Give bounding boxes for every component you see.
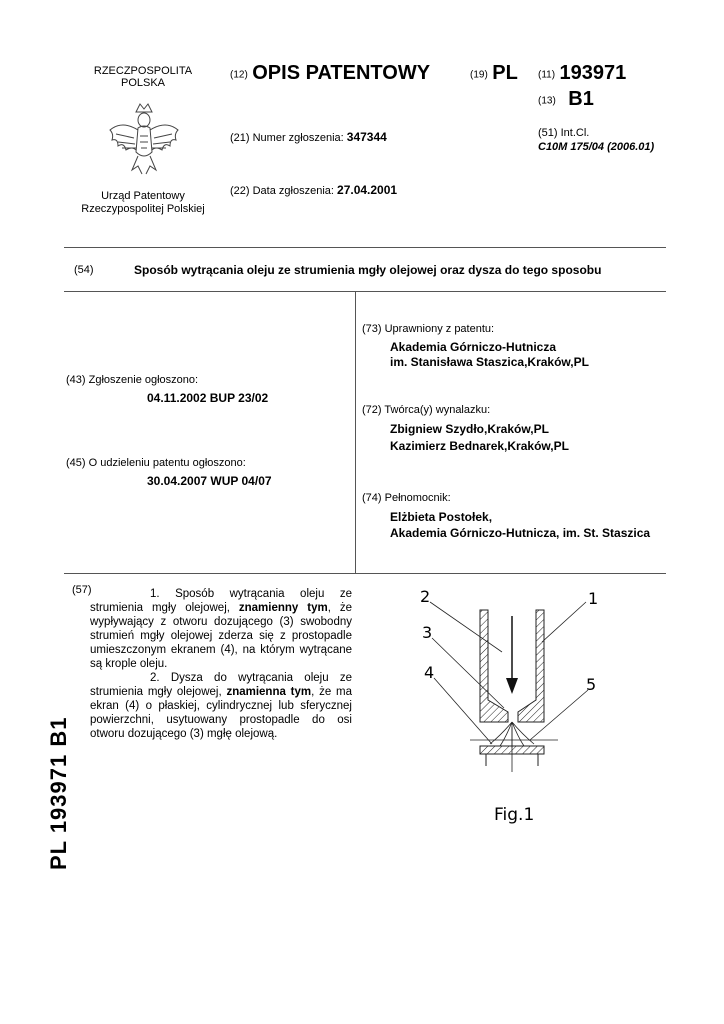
application-number-label: (21) Numer zgłoszenia: — [230, 132, 344, 144]
grant-label: (45) O udzieleniu patentu ogłoszono: — [66, 457, 246, 469]
claims-inid: (57) — [72, 584, 92, 596]
title-inid: (54) — [74, 264, 94, 276]
owner-line2: im. Stanisława Staszica,Kraków,PL — [390, 355, 589, 369]
flow-arrow-head — [506, 678, 518, 694]
filing-date — [230, 183, 397, 197]
divider-bottom — [64, 573, 666, 574]
figure-nozzle-diagram — [390, 582, 620, 832]
int-cl — [538, 126, 654, 154]
filing-date-value: 27.04.2001 — [337, 183, 398, 197]
issuer-office-line2: Rzeczypospolitej Polskiej — [81, 203, 205, 215]
doc-type-line — [230, 62, 430, 85]
owner-label: (73) Uprawniony z patentu: — [362, 323, 495, 335]
leader-2 — [430, 602, 502, 652]
figure-label-3: 3 — [422, 623, 433, 642]
claim-1-body: , że wypływający z otworu dozującego (3) swobodny strumień mgły olejowej zderza się z prostopadle umieszczonym ekranem (4), na którym wytrącane są krople oleju. — [90, 602, 352, 670]
screen-plate — [480, 746, 544, 754]
publication-value: 04.11.2002 BUP 23/02 — [147, 391, 269, 405]
inventor-line1: Zbigniew Szydło,Kraków,PL — [390, 422, 549, 436]
patent-number: 193971 — [559, 62, 627, 84]
agent-line1: Elżbieta Postołek, — [390, 510, 493, 524]
issuer-country-line2: POLSKA — [120, 77, 166, 89]
filing-date-label: (22) Data zgłoszenia: — [230, 185, 334, 197]
issuer-country — [78, 65, 208, 89]
claim-2 — [90, 671, 352, 741]
eagle-emblem-icon — [104, 100, 184, 180]
int-cl-label: (51) Int.Cl. — [538, 127, 590, 139]
owner-line1: Akademia Górniczo-Hutnicza — [390, 340, 557, 354]
patent-number-line — [538, 62, 626, 85]
claim-1-characterized: znamienny tym — [238, 602, 328, 614]
mist-stream — [490, 722, 534, 748]
agent — [390, 509, 650, 541]
claim-2-preamble: 2. Dysza do wytrącania oleju ze strumienia mgły olejowej, — [90, 672, 352, 698]
grant-value: 30.04.2007 WUP 04/07 — [147, 474, 272, 488]
kind-line — [538, 88, 594, 111]
agent-label: (74) Pełnomocnik: — [362, 492, 451, 504]
nozzle-left-wall — [480, 610, 508, 722]
divider-title-bottom — [64, 291, 666, 292]
issuer-office — [68, 190, 218, 216]
inid-19: (19) — [470, 69, 488, 81]
leader-3 — [432, 638, 504, 708]
figure-label-5: 5 — [586, 675, 597, 694]
country-code: PL — [492, 62, 518, 84]
side-patent-id: PL 193971 B1 — [46, 716, 71, 870]
publication-label: (43) Zgłoszenie ogłoszono: — [66, 374, 199, 386]
inventor-line2: Kazimierz Bednarek,Kraków,PL — [390, 439, 569, 453]
figure-label-2: 2 — [420, 587, 431, 606]
claim-1 — [90, 587, 352, 671]
claim-2-characterized: znamienna tym — [226, 686, 312, 698]
owner — [390, 340, 589, 370]
inid-13: (13) — [538, 95, 556, 107]
kind-code: B1 — [568, 88, 594, 110]
claims-text — [90, 587, 352, 741]
divider-vertical — [355, 291, 356, 573]
figure-label-4: 4 — [424, 663, 435, 682]
figure-caption: Fig.1 — [494, 805, 535, 825]
claim-2-body: , że ma ekran (4) o płaskiej, cylindrycznej lub sferycznej powierzchni, usytuowany prostopadle do osi otworu dozującego (3) mgłę olejową. — [90, 686, 352, 740]
inventor-label: (72) Twórca(y) wynalazku: — [362, 404, 491, 416]
inid-12: (12) — [230, 69, 248, 81]
country-line — [470, 62, 518, 85]
claim-1-preamble: 1. Sposób wytrącania oleju ze strumienia mgły olejowej, — [90, 588, 352, 614]
application-number — [230, 130, 387, 144]
int-cl-value: C10M 175/04 (2006.01) — [538, 141, 655, 153]
application-number-value: 347344 — [346, 130, 387, 144]
divider-top — [64, 247, 666, 248]
issuer-office-line1: Urząd Patentowy — [101, 190, 185, 202]
doc-type: OPIS PATENTOWY — [252, 62, 431, 84]
leader-1 — [542, 602, 586, 642]
figure-label-1: 1 — [588, 589, 599, 608]
agent-line2: Akademia Górniczo-Hutnicza, im. St. Staszica — [390, 526, 651, 540]
inventors — [390, 421, 569, 455]
inid-11: (11) — [538, 69, 556, 81]
patent-title: Sposób wytrącania oleju ze strumienia mgły olejowej oraz dysza do tego sposobu — [134, 263, 602, 277]
nozzle-right-wall — [518, 610, 544, 722]
issuer-country-line1: RZECZPOSPOLITA — [93, 65, 193, 77]
